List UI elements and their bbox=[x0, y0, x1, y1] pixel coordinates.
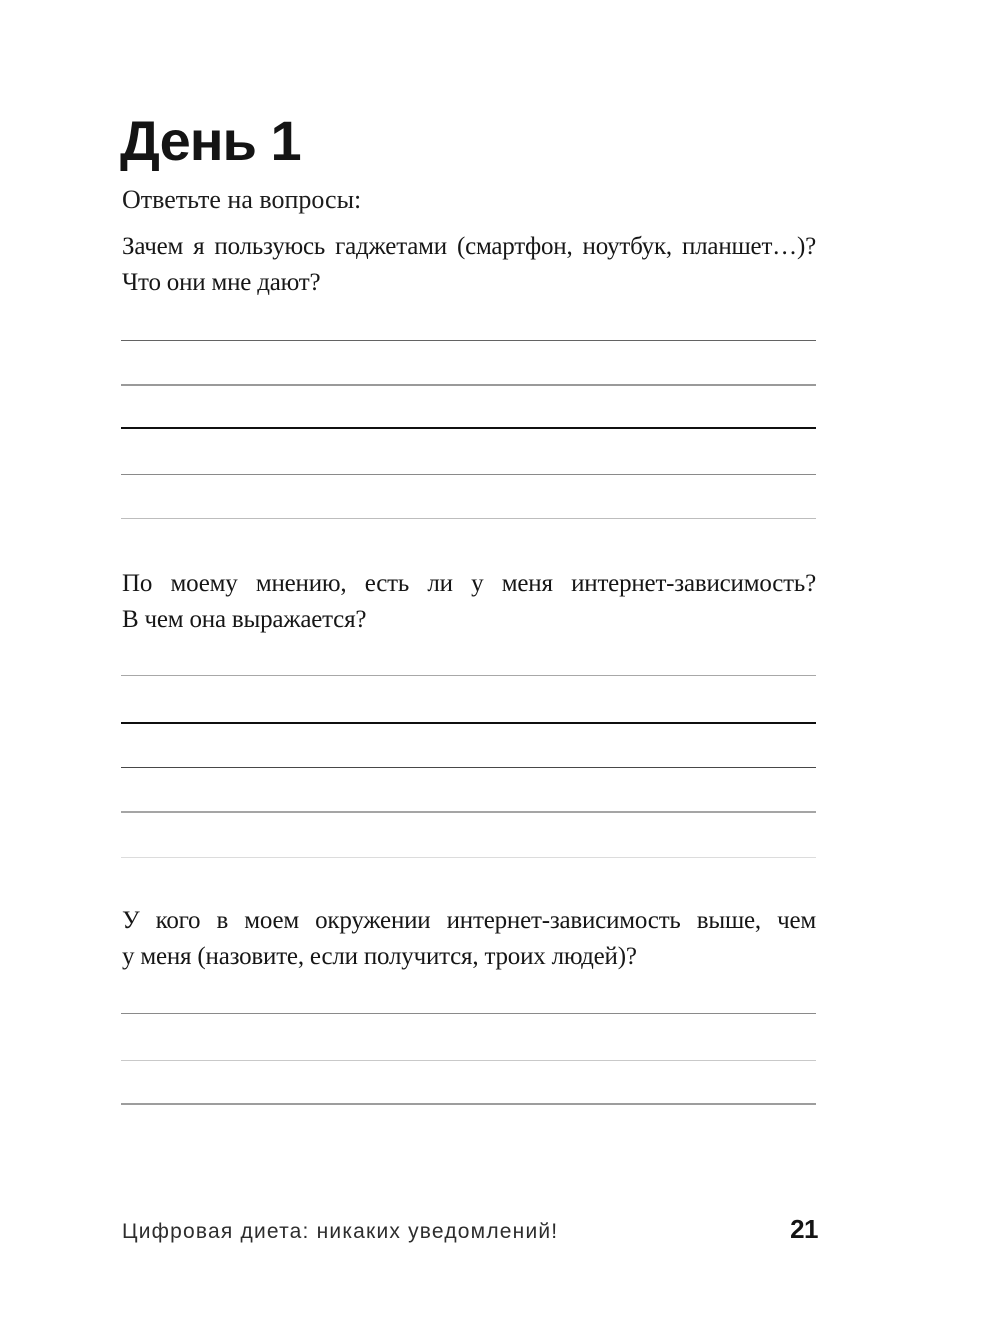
answer-lines-block-2 bbox=[121, 675, 816, 858]
answer-line bbox=[121, 1013, 816, 1014]
answer-line bbox=[121, 427, 816, 429]
footer-page-number: 21 bbox=[790, 1214, 818, 1244]
page-title: День 1 bbox=[120, 109, 301, 172]
question-1 bbox=[122, 229, 816, 301]
question-2-line-2: В чем она выражается? bbox=[122, 606, 367, 633]
question-3-line-1: У кого в моем окружении интернет-зависимость выше, чем bbox=[122, 907, 816, 934]
question-3 bbox=[122, 903, 816, 975]
page-footer bbox=[122, 1214, 818, 1245]
question-1-line-1: Зачем я пользуюсь гаджетами (смартфон, ноутбук, планшет…)? bbox=[122, 233, 816, 260]
footer-book-title: Цифровая диета: никаких уведомлений! bbox=[122, 1220, 559, 1243]
question-2 bbox=[122, 566, 816, 638]
answer-lines-block-3 bbox=[121, 1013, 816, 1105]
answer-line bbox=[121, 675, 816, 676]
answer-line bbox=[121, 1060, 816, 1061]
answer-line bbox=[121, 340, 816, 341]
answer-line bbox=[121, 857, 816, 858]
answer-line bbox=[121, 474, 816, 475]
answer-line bbox=[121, 518, 816, 519]
answer-line bbox=[121, 767, 816, 768]
answer-line bbox=[121, 384, 816, 386]
answer-line bbox=[121, 811, 816, 813]
answer-line bbox=[121, 722, 816, 724]
question-2-line-1: По моему мнению, есть ли у меня интернет-зависимость? bbox=[122, 570, 816, 597]
question-1-line-2: Что они мне дают? bbox=[122, 269, 321, 296]
answer-lines-block-1 bbox=[121, 340, 816, 520]
instruction-text: Ответьте на вопросы: bbox=[122, 185, 362, 214]
question-3-line-2: у меня (назовите, если получится, троих людей)? bbox=[122, 943, 637, 970]
answer-line bbox=[121, 1103, 816, 1105]
